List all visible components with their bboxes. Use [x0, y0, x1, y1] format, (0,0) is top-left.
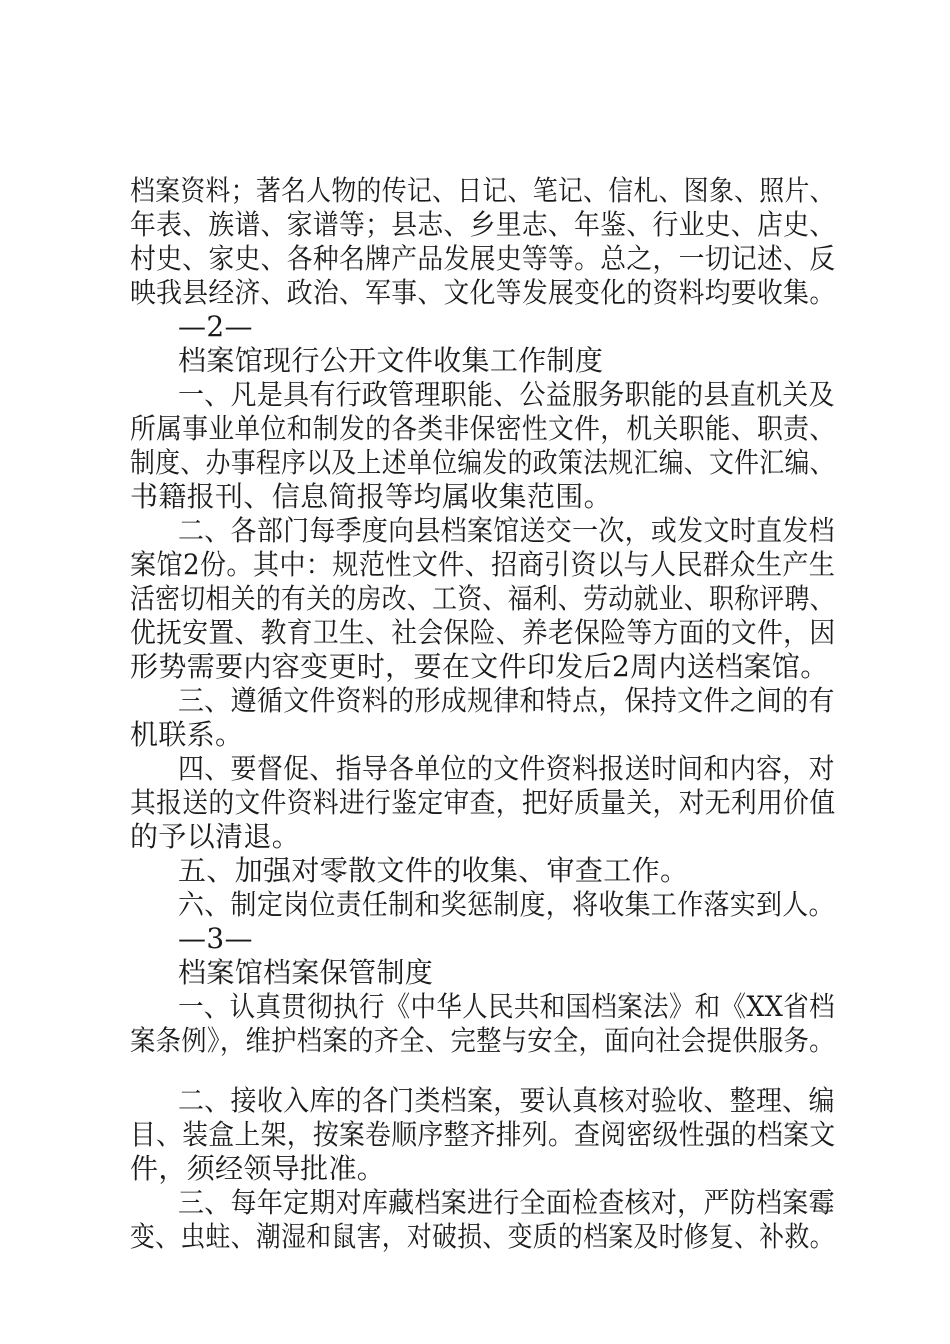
- text-line: 优抚安置、教育卫生、社会保险、养老保险等方面的文件，因: [130, 616, 836, 649]
- text-line: 档案资料；著名人物的传记、日记、笔记、信札、图象、照片、: [130, 174, 835, 207]
- page-number-marker: —3—: [178, 922, 253, 955]
- text-line: 件，须经领导批准。: [130, 1152, 386, 1185]
- page-number-marker: —2—: [178, 310, 253, 343]
- text-line: 制度、办事程序以及上述单位编发的政策法规汇编、文件汇编、: [130, 446, 835, 479]
- section-title: 档案馆现行公开文件收集工作制度: [178, 344, 604, 377]
- text-line: 一、认真贯彻执行《中华人民共和国档案法》和《XX省档: [178, 990, 835, 1023]
- text-line: 活密切相关的有关的房改、工资、福利、劳动就业、职称评聘、: [130, 582, 835, 615]
- text-line: 案馆2份。其中：规范性文件、招商引资以与人民群众生产生: [130, 548, 836, 581]
- text-line: 二、各部门每季度向县档案馆送交一次，或发文时直发档: [178, 514, 835, 547]
- text-line: 书籍报刊、信息简报等均属收集范围。: [130, 480, 612, 513]
- text-line: 机联系。: [130, 718, 244, 751]
- text-line: 其报送的文件资料进行鉴定审查，把好质量关，对无利用价值: [130, 786, 836, 819]
- text-line: 三、每年定期对库藏档案进行全面检查核对，严防档案霉: [178, 1186, 835, 1219]
- text-line: 六、制定岗位责任制和奖惩制度，将收集工作落实到人。: [178, 888, 835, 921]
- text-line: 二、接收入库的各门类档案，要认真核对验收、整理、编: [178, 1084, 835, 1117]
- text-line: 一、凡是具有行政管理职能、公益服务职能的县直机关及: [178, 378, 835, 411]
- text-line: 案条例》，维护档案的齐全、完整与安全，面向社会提供服务。: [130, 1024, 835, 1057]
- text-line: 映我县经济、政治、军事、文化等发展变化的资料均要收集。: [130, 276, 836, 309]
- text-line: 年表、族谱、家谱等；县志、乡里志、年鉴、行业史、店史、: [130, 208, 836, 241]
- text-line: 所属事业单位和制发的各类非保密性文件，机关职能、职责、: [130, 412, 836, 445]
- text-line: 三、遵循文件资料的形成规律和特点，保持文件之间的有: [178, 684, 835, 717]
- text-line: 变、虫蛀、潮湿和鼠害，对破损、变质的档案及时修复、补救。: [130, 1220, 835, 1253]
- section-title: 档案馆档案保管制度: [178, 956, 434, 989]
- text-line: 的予以清退。: [130, 820, 301, 853]
- text-line: 目、装盒上架，按案卷顺序整齐排列。查阅密级性强的档案文: [130, 1118, 836, 1151]
- text-line: 村史、家史、各种名牌产品发展史等等。总之，一切记述、反: [130, 242, 836, 275]
- text-line: 五、加强对零散文件的收集、审查工作。: [178, 854, 689, 887]
- text-line: 形势需要内容变更时，要在文件印发后2周内送档案馆。: [130, 650, 829, 683]
- text-line: 四、要督促、指导各单位的文件资料报送时间和内容，对: [178, 752, 835, 785]
